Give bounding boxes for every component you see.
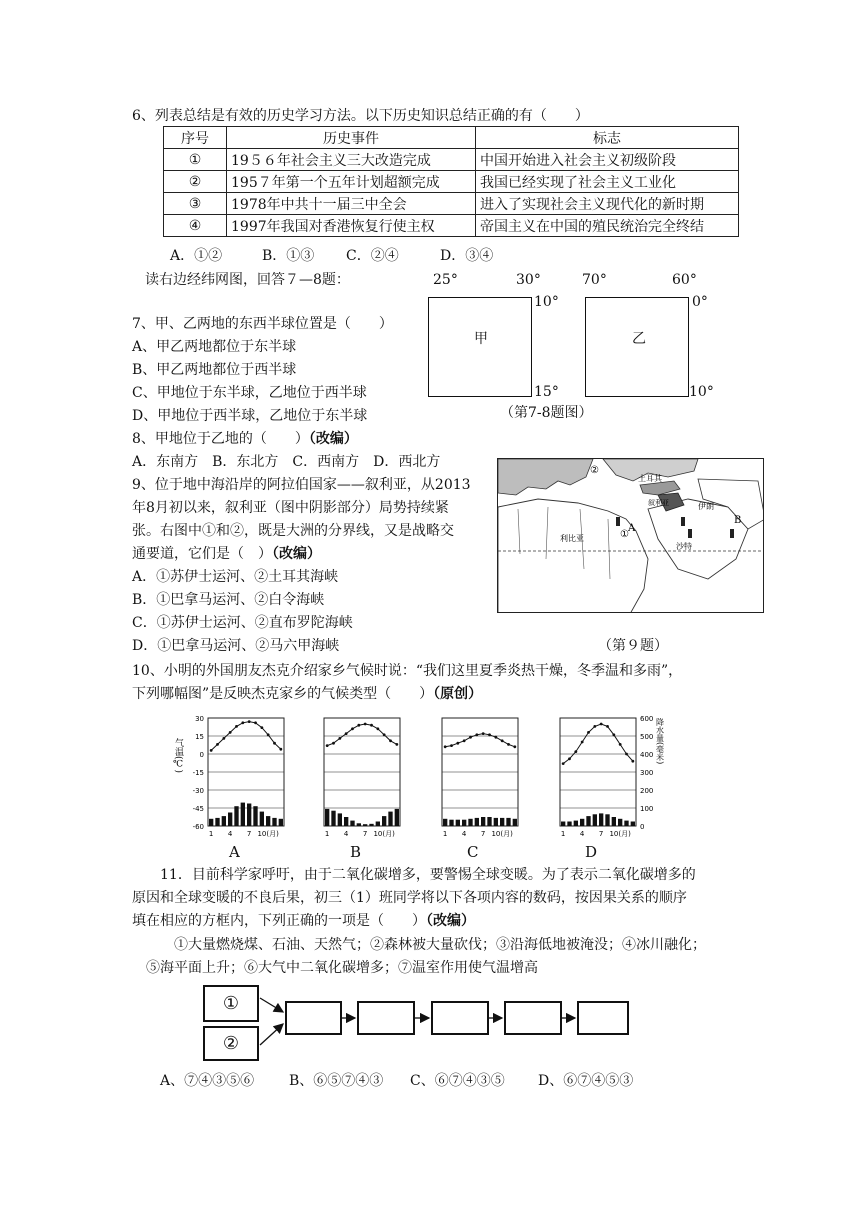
map-label-turkey: 土耳其: [638, 474, 662, 483]
chart-caption-b: B: [350, 843, 362, 861]
label-jia: 甲: [474, 331, 488, 347]
precip-bar: [580, 819, 584, 826]
precip-bar: [222, 816, 226, 826]
precip-bar: [618, 819, 622, 826]
q7-option-d: D、甲地位于西半球，乙地位于东半球: [132, 408, 368, 424]
temp-point: [210, 749, 213, 752]
table-header-row: [164, 127, 739, 149]
month-tick-label: 7: [362, 830, 368, 838]
q9-line-2: 年8月初以来，叙利亚（图中阴影部分）局势持续紧: [132, 500, 449, 516]
q11-items-2: ⑤海平面上升；⑥大气中二氧化碳增多；⑦温室作用使气温增高: [146, 960, 538, 976]
temp-tick-label: -15: [192, 769, 204, 777]
q11-line-3: [132, 913, 475, 930]
precip-tick-label: 200: [640, 787, 654, 795]
flow-box-1: [285, 1001, 342, 1035]
precip-bar: [363, 824, 367, 826]
chart-caption-c: C: [467, 843, 479, 861]
precip-bar: [357, 823, 361, 826]
precip-bar: [443, 819, 447, 826]
precip-bar: [593, 814, 597, 826]
temp-tick-label: 30: [195, 715, 204, 723]
temp-point: [469, 736, 472, 739]
table-row: [164, 149, 739, 171]
row-index: ④: [164, 215, 227, 237]
row-sign: 帝国主义在中国的殖民统治完全终结: [476, 215, 739, 237]
q6-stem: 6、列表总结是有效的历史学习方法。以下历史知识总结正确的有（ ）: [132, 108, 589, 124]
flow-box-2: [357, 1001, 415, 1035]
precip-bar: [272, 818, 276, 826]
q11-line-3-text: 填在相应的方框内，下列正确的一项是（ ）: [132, 913, 426, 929]
precip-bar: [325, 809, 329, 826]
temp-point: [581, 741, 584, 744]
precip-bar: [350, 821, 354, 826]
q8-tag: （改编）: [308, 431, 358, 447]
precip-bar: [586, 816, 590, 826]
temp-point: [562, 762, 565, 765]
map-label-syria: 叙利亚: [648, 499, 669, 507]
temp-point: [267, 733, 270, 736]
temp-point: [625, 753, 628, 756]
precip-bar: [475, 818, 479, 826]
temp-point: [376, 727, 379, 730]
temp-tick-label: -45: [192, 805, 204, 813]
temp-tick-label: -30: [192, 787, 204, 795]
flow-box-4: [504, 1001, 562, 1035]
temp-axis-label: 气温(℃): [173, 738, 183, 774]
precip-tick-label: 100: [640, 805, 654, 813]
map-caption: （第９题）: [598, 638, 668, 654]
month-tick-label: 10(月): [373, 830, 395, 838]
temp-point: [600, 723, 603, 726]
row-index: ①: [164, 149, 227, 171]
map-label-2: ②: [590, 465, 599, 476]
q9-option-d: D．①巴拿马运河、②马六甲海峡: [132, 638, 340, 654]
map-label-iran: 伊朗: [698, 502, 714, 511]
precip-bar: [462, 820, 466, 826]
precip-bar: [388, 812, 392, 826]
table-row: [164, 193, 739, 215]
precip-bar: [253, 806, 257, 826]
precip-bar: [260, 812, 264, 826]
month-tick-label: 4: [461, 830, 467, 838]
temp-point: [248, 720, 251, 723]
precip-bar: [344, 817, 348, 826]
temp-point: [574, 750, 577, 753]
month-tick-label: 1: [442, 830, 448, 838]
month-tick-label: 10(月): [257, 830, 279, 838]
precip-bar: [369, 824, 373, 826]
precip-bar: [266, 816, 270, 826]
temp-tick-label: -60: [192, 823, 204, 831]
precip-bar: [247, 804, 251, 827]
q6-option-a: A．①②: [170, 248, 223, 264]
temp-point: [326, 744, 329, 747]
temp-point: [494, 736, 497, 739]
temp-point: [587, 731, 590, 734]
yi-bottom-lat: 10°: [689, 384, 714, 400]
row-event: 19５６年社会主义三大改造完成: [227, 149, 476, 171]
temp-point: [450, 744, 453, 747]
chart-caption-a: A: [229, 843, 240, 861]
climate-charts: [168, 708, 668, 848]
temp-point: [260, 726, 263, 729]
temp-point: [475, 733, 478, 736]
map-label-saudi: 沙特: [676, 542, 692, 551]
q11-tag: （改编）: [426, 913, 475, 929]
map-label-libya: 利比亚: [560, 534, 584, 543]
row-sign: 我国已经实现了社会主义工业化: [476, 171, 739, 193]
precip-tick-label: 300: [640, 769, 654, 777]
precip-bar: [338, 813, 342, 826]
month-tick-label: 10(月): [609, 830, 631, 838]
temp-point: [619, 743, 622, 746]
month-tick-label: 1: [324, 830, 330, 838]
precip-bar: [456, 820, 460, 826]
temp-point: [513, 745, 516, 748]
temp-point: [444, 745, 447, 748]
temp-point: [338, 737, 341, 740]
map-label-1: ①: [620, 529, 629, 540]
temp-point: [612, 733, 615, 736]
q9-option-b: B．①巴拿马运河、②白令海峡: [132, 592, 325, 608]
intro-7-8: 读右边经纬网图，回答７—8题：: [145, 272, 350, 288]
temp-point: [364, 723, 367, 726]
q9-line-4: [132, 546, 321, 563]
precip-bar: [506, 818, 510, 826]
q10-tag: （原创）: [433, 686, 483, 702]
temp-tick-label: 0: [199, 751, 204, 759]
q11-line-1: 11．目前科学家呼吁，由于二氧化碳增多，要警惕全球变暖。为了表示二氧化碳增多的: [160, 867, 696, 883]
yi-top-lat: 0°: [692, 294, 708, 310]
precip-bar: [382, 816, 386, 826]
q11-line-2: 原因和全球变暖的不良后果，初三（1）班同学将以下各项内容的数码，按因果关系的顺序: [132, 890, 687, 906]
temp-point: [332, 742, 335, 745]
month-tick-label: 7: [598, 830, 604, 838]
precip-bar: [487, 817, 491, 826]
row-event: 1978年中共十一届三中全会: [227, 193, 476, 215]
grid-label-25: 25°: [433, 272, 458, 288]
flow-input-2-label: ②: [222, 1033, 240, 1054]
q11-option-a: A、⑦④③⑤⑥: [160, 1073, 255, 1089]
q6-option-c: C．②④: [346, 248, 399, 264]
grid-caption: （第7-8题图）: [500, 405, 593, 421]
precip-bar: [612, 817, 616, 826]
temp-point: [631, 760, 634, 763]
middle-east-map: [497, 458, 764, 613]
precip-bar: [449, 820, 453, 826]
temp-point: [568, 757, 571, 760]
precip-bar: [599, 813, 603, 826]
header-event: 历史事件: [227, 127, 476, 149]
row-event: 195７年第一个五年计划超额完成: [227, 171, 476, 193]
temp-point: [357, 724, 360, 727]
precip-tick-label: 0: [640, 823, 645, 831]
temp-point: [488, 733, 491, 736]
q7-stem: 7、甲、乙两地的东西半球位置是（ ）: [132, 316, 393, 332]
q7-option-a: A、甲乙两地都位于东半球: [132, 339, 297, 355]
q11-option-d: D、⑥⑦④⑤③: [538, 1073, 634, 1089]
label-yi: 乙: [632, 331, 646, 347]
temp-line: [445, 734, 515, 747]
precip-bar: [574, 821, 578, 826]
month-tick-label: 1: [208, 830, 214, 838]
q9-option-c: C．①苏伊士运河、②直布罗陀海峡: [132, 615, 353, 631]
temp-point: [593, 725, 596, 728]
chart-caption-d: D: [585, 843, 598, 861]
row-index: ③: [164, 193, 227, 215]
precip-bar: [395, 809, 399, 826]
precip-bar: [605, 814, 609, 826]
temp-point: [482, 732, 485, 735]
header-sign: 标志: [476, 127, 739, 149]
temp-tick-label: 15: [195, 733, 204, 741]
row-sign: 进入了实现社会主义现代化的新时期: [476, 193, 739, 215]
map-label-a: A: [628, 523, 636, 534]
precip-bar: [624, 821, 628, 826]
precip-bar: [228, 813, 232, 827]
precip-bar: [631, 822, 635, 827]
temp-point: [345, 732, 348, 735]
precip-bar: [468, 819, 472, 826]
q7-option-b: B、甲乙两地都位于西半球: [132, 362, 297, 378]
temp-point: [383, 733, 386, 736]
grid-label-70: 70°: [582, 272, 607, 288]
header-index: 序号: [164, 127, 227, 149]
flow-input-1-label: ①: [222, 993, 240, 1014]
jia-top-lat: 10°: [534, 294, 559, 310]
q11-items-1: ①大量燃烧煤、石油、天然气；②森林被大量砍伐；③沿海低地被淹没；④冰川融化；: [174, 937, 706, 953]
temp-point: [273, 742, 276, 745]
precip-tick-label: 400: [640, 751, 654, 759]
precip-bar: [234, 806, 238, 826]
precip-bar: [331, 811, 335, 826]
month-tick-label: 10(月): [491, 830, 513, 838]
q6-option-d: D．③④: [440, 248, 494, 264]
precip-bar: [561, 822, 565, 827]
q9-option-a: A．①苏伊士运河、②土耳其海峡: [132, 569, 339, 585]
precip-bar: [481, 817, 485, 826]
q10-line-1: 10、小明的外国朋友杰克介绍家乡气候时说：“我们这里夏季炎热干燥，冬季温和多雨”，: [132, 663, 683, 679]
map-drawing: [498, 459, 764, 613]
month-tick-label: 1: [560, 830, 566, 838]
precip-axis-label: 降水量(毫米): [655, 718, 665, 765]
precip-bar: [513, 819, 517, 826]
q7-option-c: C、甲地位于东半球，乙地位于西半球: [132, 385, 367, 401]
temp-point: [279, 748, 282, 751]
q9-line-1: 9、位于地中海沿岸的阿拉伯国家——叙利亚，从2013: [132, 477, 471, 493]
precip-bar: [376, 822, 380, 827]
flow-box-5: [577, 1001, 629, 1035]
row-index: ②: [164, 171, 227, 193]
precip-bar: [567, 822, 571, 827]
month-tick-label: 4: [579, 830, 585, 838]
q11-option-b: B、⑥⑤⑦④③: [289, 1073, 384, 1089]
q6-option-b: B．①③: [262, 248, 315, 264]
row-sign: 中国开始进入社会主义初级阶段: [476, 149, 739, 171]
history-table: [163, 126, 739, 237]
temp-point: [389, 739, 392, 742]
map-label-b: B: [734, 515, 742, 526]
temp-point: [370, 724, 373, 727]
q8-stem-text: 8、甲地位于乙地的（ ）: [132, 431, 309, 447]
flow-box-3: [431, 1001, 489, 1035]
q10-line-2-text: 下列哪幅图”是反映杰克家乡的气候类型（ ）: [132, 686, 434, 702]
grid-label-30: 30°: [516, 272, 541, 288]
temp-point: [463, 739, 466, 742]
precip-tick-label: 600: [640, 715, 654, 723]
month-tick-label: 7: [246, 830, 252, 838]
precip-bar: [215, 818, 219, 826]
flow-input-1: [203, 985, 259, 1022]
table-row: [164, 215, 739, 237]
row-event: 1997年我国对香港恢复行使主权: [227, 215, 476, 237]
table-row: [164, 171, 739, 193]
grid-label-60: 60°: [672, 272, 697, 288]
temp-point: [606, 725, 609, 728]
q9-line-4-text: 通要道，它们是（ ）: [132, 546, 272, 562]
temp-line: [563, 724, 633, 764]
month-tick-label: 7: [480, 830, 486, 838]
temp-point: [507, 743, 510, 746]
precip-bar: [494, 818, 498, 826]
temp-point: [501, 739, 504, 742]
precip-tick-label: 500: [640, 733, 654, 741]
q9-tag: （改编）: [272, 546, 321, 562]
temp-point: [216, 743, 219, 746]
precip-bar: [209, 819, 213, 826]
q11-option-c: C、⑥⑦④③⑤: [410, 1073, 505, 1089]
jia-bottom-lat: 15°: [534, 384, 559, 400]
q10-line-2: [132, 686, 482, 703]
precip-bar: [279, 819, 283, 826]
q8-options: A．东南方 B．东北方 C．西南方 D．西北方: [132, 454, 441, 470]
precip-bar: [500, 818, 504, 826]
temp-point: [395, 743, 398, 746]
temp-point: [235, 725, 238, 728]
temp-point: [254, 721, 257, 724]
flow-input-2: [203, 1026, 259, 1061]
temp-point: [351, 727, 354, 730]
precip-bar: [241, 803, 245, 826]
temp-line: [327, 724, 397, 746]
q8-stem: [132, 431, 358, 448]
temp-point: [241, 721, 244, 724]
month-tick-label: 4: [227, 830, 233, 838]
month-tick-label: 4: [343, 830, 349, 838]
q9-line-3: 张。右图中①和②，既是大洲的分界线，又是战略交: [132, 523, 454, 539]
temp-point: [222, 737, 225, 740]
temp-point: [229, 731, 232, 734]
temp-point: [456, 742, 459, 745]
